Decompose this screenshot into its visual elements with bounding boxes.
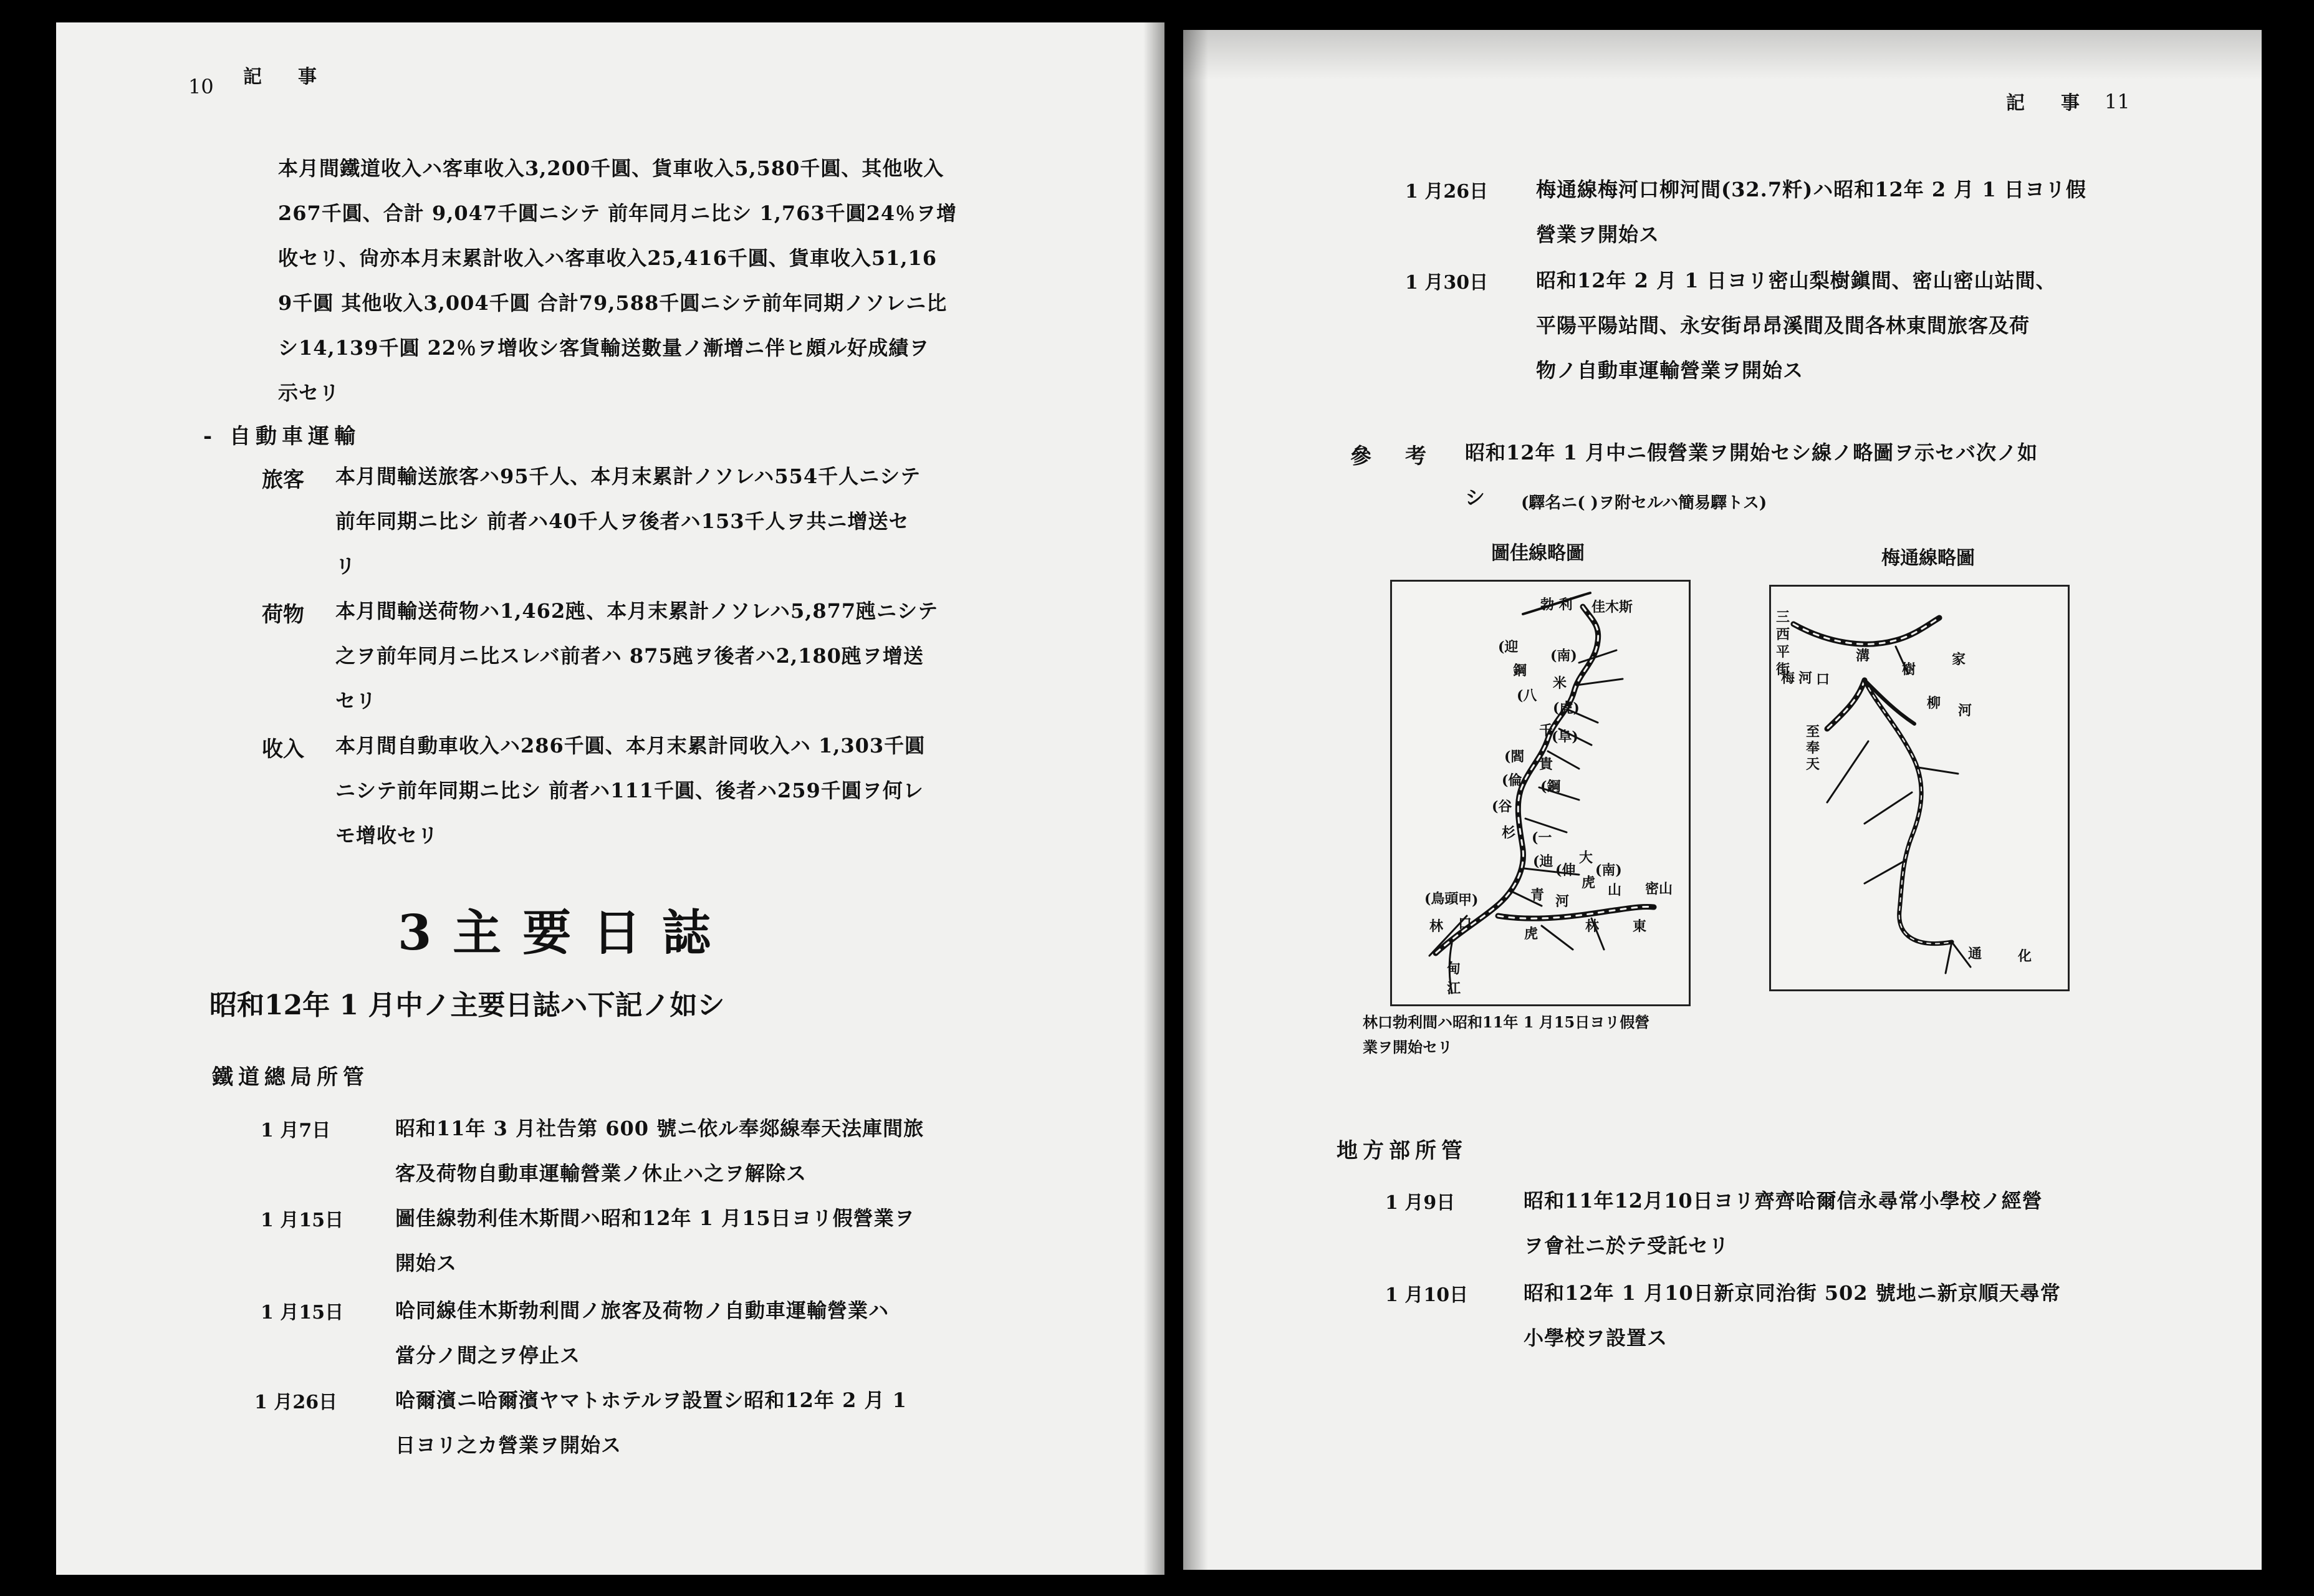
svg-text:(南): (南) xyxy=(1595,862,1622,878)
text-line: ニシテ前年同期ニ比シ 前者ハ111千圓、後者ハ259千圓ヲ何レ xyxy=(335,779,924,802)
text-line: 昭和11年 3 月社告第 600 號ニ依ル奉郯線奉天法庫間旅 xyxy=(395,1117,924,1140)
tujia-line-map xyxy=(1390,580,1691,1006)
text-line: 平陽平陽站間、永安街昂昂溪間及間各林東間旅客及荷 xyxy=(1536,314,2030,337)
text-line: 示セリ xyxy=(278,381,340,405)
entry-date: 1 月15日 xyxy=(261,1302,344,1324)
section-title-local-division: 地方部所管 xyxy=(1337,1138,1467,1163)
text-line: 本月間輸送荷物ハ1,462瓲、本月末累計ノソレハ5,877瓲ニシテ xyxy=(335,599,939,623)
reference-label: 參 考 xyxy=(1350,444,1433,469)
svg-text:山: 山 xyxy=(1608,882,1622,898)
svg-text:梅: 梅 xyxy=(1781,670,1795,686)
svg-text:佳木斯: 佳木斯 xyxy=(1591,599,1633,615)
text-line: 之ヲ前年同月ニ比スレバ前者ハ 875瓲ヲ後者ハ2,180瓲ヲ增送 xyxy=(335,644,924,668)
text-line: 開始ス xyxy=(395,1251,458,1275)
text-line: 小學校ヲ設置ス xyxy=(1524,1326,1668,1350)
svg-text:貴: 貴 xyxy=(1539,756,1553,772)
svg-text:(谷: (谷 xyxy=(1492,799,1512,815)
entry-date: 1 月26日 xyxy=(1405,181,1489,203)
reference-note: (驛名ニ( )ヲ附セルハ簡易驛トス) xyxy=(1521,494,1767,512)
page-number: 11 xyxy=(2105,90,2130,113)
text-line: リ xyxy=(335,554,357,578)
svg-text:(南): (南) xyxy=(1550,648,1577,664)
item-label: 收入 xyxy=(262,737,304,762)
text-line: 昭和11年12月10日ヨリ齊齊哈爾信永尋常小學校ノ經營 xyxy=(1524,1189,2043,1213)
svg-text:米: 米 xyxy=(1553,675,1567,691)
text-line: 前年同期ニ比シ 前者ハ40千人ヲ後者ハ153千人ヲ共ニ增送セ xyxy=(335,509,910,533)
svg-text:虎: 虎 xyxy=(1524,926,1539,942)
svg-text:(八: (八 xyxy=(1517,688,1537,704)
svg-text:甲): 甲) xyxy=(1458,892,1479,908)
svg-text:柳: 柳 xyxy=(1927,695,1941,711)
text-line: 客及荷物自動車運輸營業ノ休止ハ之ヲ解除ス xyxy=(395,1161,807,1185)
text-line: 圖佳線勃利佳木斯間ハ昭和12年 1 月15日ヨリ假營業ヲ xyxy=(395,1206,915,1230)
svg-text:杉: 杉 xyxy=(1502,825,1516,841)
entry-date: 1 月30日 xyxy=(1405,272,1489,294)
svg-text:樹: 樹 xyxy=(1902,661,1916,678)
svg-text:(虎): (虎) xyxy=(1553,700,1580,716)
svg-text:河: 河 xyxy=(1798,670,1813,686)
svg-text:天: 天 xyxy=(1806,756,1820,772)
text-line: 昭和12年 1 月10日新京同治街 502 號地ニ新京順天尋常 xyxy=(1524,1281,2061,1305)
svg-text:(倫: (倫 xyxy=(1502,772,1522,789)
svg-text:三: 三 xyxy=(1776,609,1790,625)
entry-date: 1 月9日 xyxy=(1385,1192,1456,1214)
svg-text:虎: 虎 xyxy=(1582,875,1596,891)
svg-text:甸: 甸 xyxy=(1447,961,1461,977)
svg-text:通: 通 xyxy=(1968,946,1982,962)
entry-date: 1 月7日 xyxy=(261,1120,331,1142)
text-line: 9千圓 其他收入3,004千圓 合計79,588千圓ニシテ前年同期ノソレニ比 xyxy=(278,291,948,315)
svg-text:東: 東 xyxy=(1633,918,1647,935)
svg-text:平: 平 xyxy=(1776,644,1790,660)
text-line: 收セリ、尙亦本月末累計收入ハ客車收入25,416千圓、貨車收入51,16 xyxy=(278,246,938,270)
page-number: 10 xyxy=(188,75,214,99)
text-line: 本月間自動車收入ハ286千圓、本月末累計同收入ハ 1,303千圓 xyxy=(335,734,926,757)
text-line: 當分ノ間之ヲ停止ス xyxy=(395,1344,581,1367)
svg-text:(伸: (伸 xyxy=(1555,862,1576,878)
svg-text:至: 至 xyxy=(1806,724,1820,740)
text-line: 日ヨリ之カ營業ヲ開始ス xyxy=(395,1433,622,1457)
svg-text:河: 河 xyxy=(1958,703,1972,719)
text-line: 營業ヲ開始ス xyxy=(1536,223,1660,246)
entry-date: 1 月10日 xyxy=(1385,1284,1469,1306)
item-label: 荷物 xyxy=(262,602,304,627)
text-line: 昭和12年 1 月中ニ假營業ヲ開始セシ線ノ略圖ヲ示セバ次ノ如 xyxy=(1465,441,2038,464)
text-line: 哈爾濱ニ哈爾濱ヤマトホテルヲ設置シ昭和12年 2 月 1 xyxy=(395,1388,907,1412)
svg-text:(鳥頭: (鳥頭 xyxy=(1424,891,1459,907)
right-page xyxy=(1183,30,2262,1570)
svg-text:江: 江 xyxy=(1447,981,1461,997)
meitong-line-sketch xyxy=(1771,587,2068,989)
svg-text:(迎: (迎 xyxy=(1498,639,1519,655)
svg-text:溝: 溝 xyxy=(1856,648,1870,664)
svg-text:(阜): (阜) xyxy=(1552,729,1578,745)
entry-date: 1 月15日 xyxy=(261,1209,344,1231)
text-line: シ14,139千圓 22％ヲ增收シ客貨輸送數量ノ漸增ニ伴ヒ頗ル好成績ヲ xyxy=(278,336,930,360)
running-header: 記 事 xyxy=(2006,92,2088,114)
svg-text:(鋼: (鋼 xyxy=(1540,779,1561,795)
svg-text:青: 青 xyxy=(1530,887,1545,903)
map-title: 梅通線略圖 xyxy=(1881,547,1975,569)
text-line: シ xyxy=(1465,486,1486,509)
section-title-auto-transport: - 自動車運輸 xyxy=(203,424,360,449)
svg-text:(閻: (閻 xyxy=(1504,749,1525,765)
text-line: 梅通線梅河口柳河間(32.7粁)ハ昭和12年 2 月 1 日ヨリ假 xyxy=(1536,178,2086,201)
meitong-line-map xyxy=(1769,585,2070,991)
entry-date: 1 月26日 xyxy=(254,1392,338,1413)
svg-text:鋼: 鋼 xyxy=(1513,663,1527,679)
chapter-title: 3主要日誌 xyxy=(398,905,732,961)
svg-text:家: 家 xyxy=(1952,651,1966,668)
svg-text:西: 西 xyxy=(1776,627,1790,643)
svg-text:大: 大 xyxy=(1579,850,1593,866)
svg-text:林: 林 xyxy=(1585,918,1600,935)
map-title: 圖佳線略圖 xyxy=(1491,542,1585,564)
svg-text:口: 口 xyxy=(1816,671,1830,688)
svg-text:街: 街 xyxy=(1776,661,1790,678)
svg-text:(一: (一 xyxy=(1532,830,1552,846)
svg-text:林: 林 xyxy=(1429,918,1444,935)
map-caption: 林口勃利間ハ昭和11年 1 月15日ヨリ假營 xyxy=(1363,1013,1650,1031)
svg-text:化: 化 xyxy=(2018,948,2032,964)
svg-text:(迪: (迪 xyxy=(1533,853,1553,870)
map-caption: 業ヲ開始セリ xyxy=(1363,1038,1452,1056)
text-line: セリ xyxy=(335,689,377,713)
text-line: 昭和12年 2 月 1 日ヨリ密山梨樹鎭間、密山密山站間、 xyxy=(1536,269,2057,292)
text-line: モ增收セリ xyxy=(335,824,439,847)
svg-text:密山: 密山 xyxy=(1645,881,1673,897)
svg-text:河: 河 xyxy=(1555,893,1570,910)
text-line: ヲ會社ニ於テ受託セリ xyxy=(1524,1234,1730,1257)
svg-text:千: 千 xyxy=(1539,723,1553,739)
text-line: 哈同線佳木斯勃利間ノ旅客及荷物ノ自動車運輸營業ハ xyxy=(395,1299,890,1322)
text-line: 267千圓、合計 9,047千圓ニシテ 前年同月ニ比シ 1,763千圓24％ヲ增 xyxy=(278,201,958,225)
tujia-line-sketch xyxy=(1392,582,1689,1004)
item-label: 旅客 xyxy=(262,468,304,493)
text-line: 本月間鐵道收入ハ客車收入3,200千圓、貨車收入5,580千圓、其他收入 xyxy=(278,156,944,180)
intro-line: 昭和12年 1 月中ノ主要日誌ハ下記ノ如シ xyxy=(209,989,725,1021)
text-line: 物ノ自動車運輸營業ヲ開始ス xyxy=(1536,358,1804,382)
section-title-railway-bureau: 鐵道總局所管 xyxy=(212,1065,369,1090)
running-header: 記 事 xyxy=(243,66,325,88)
svg-text:勃 利: 勃 利 xyxy=(1540,597,1573,613)
text-line: 本月間輸送旅客ハ95千人、本月末累計ノソレハ554千人ニシテ xyxy=(335,464,921,488)
svg-text:奉: 奉 xyxy=(1806,740,1820,756)
left-page xyxy=(56,22,1164,1575)
svg-text:口: 口 xyxy=(1458,916,1472,932)
